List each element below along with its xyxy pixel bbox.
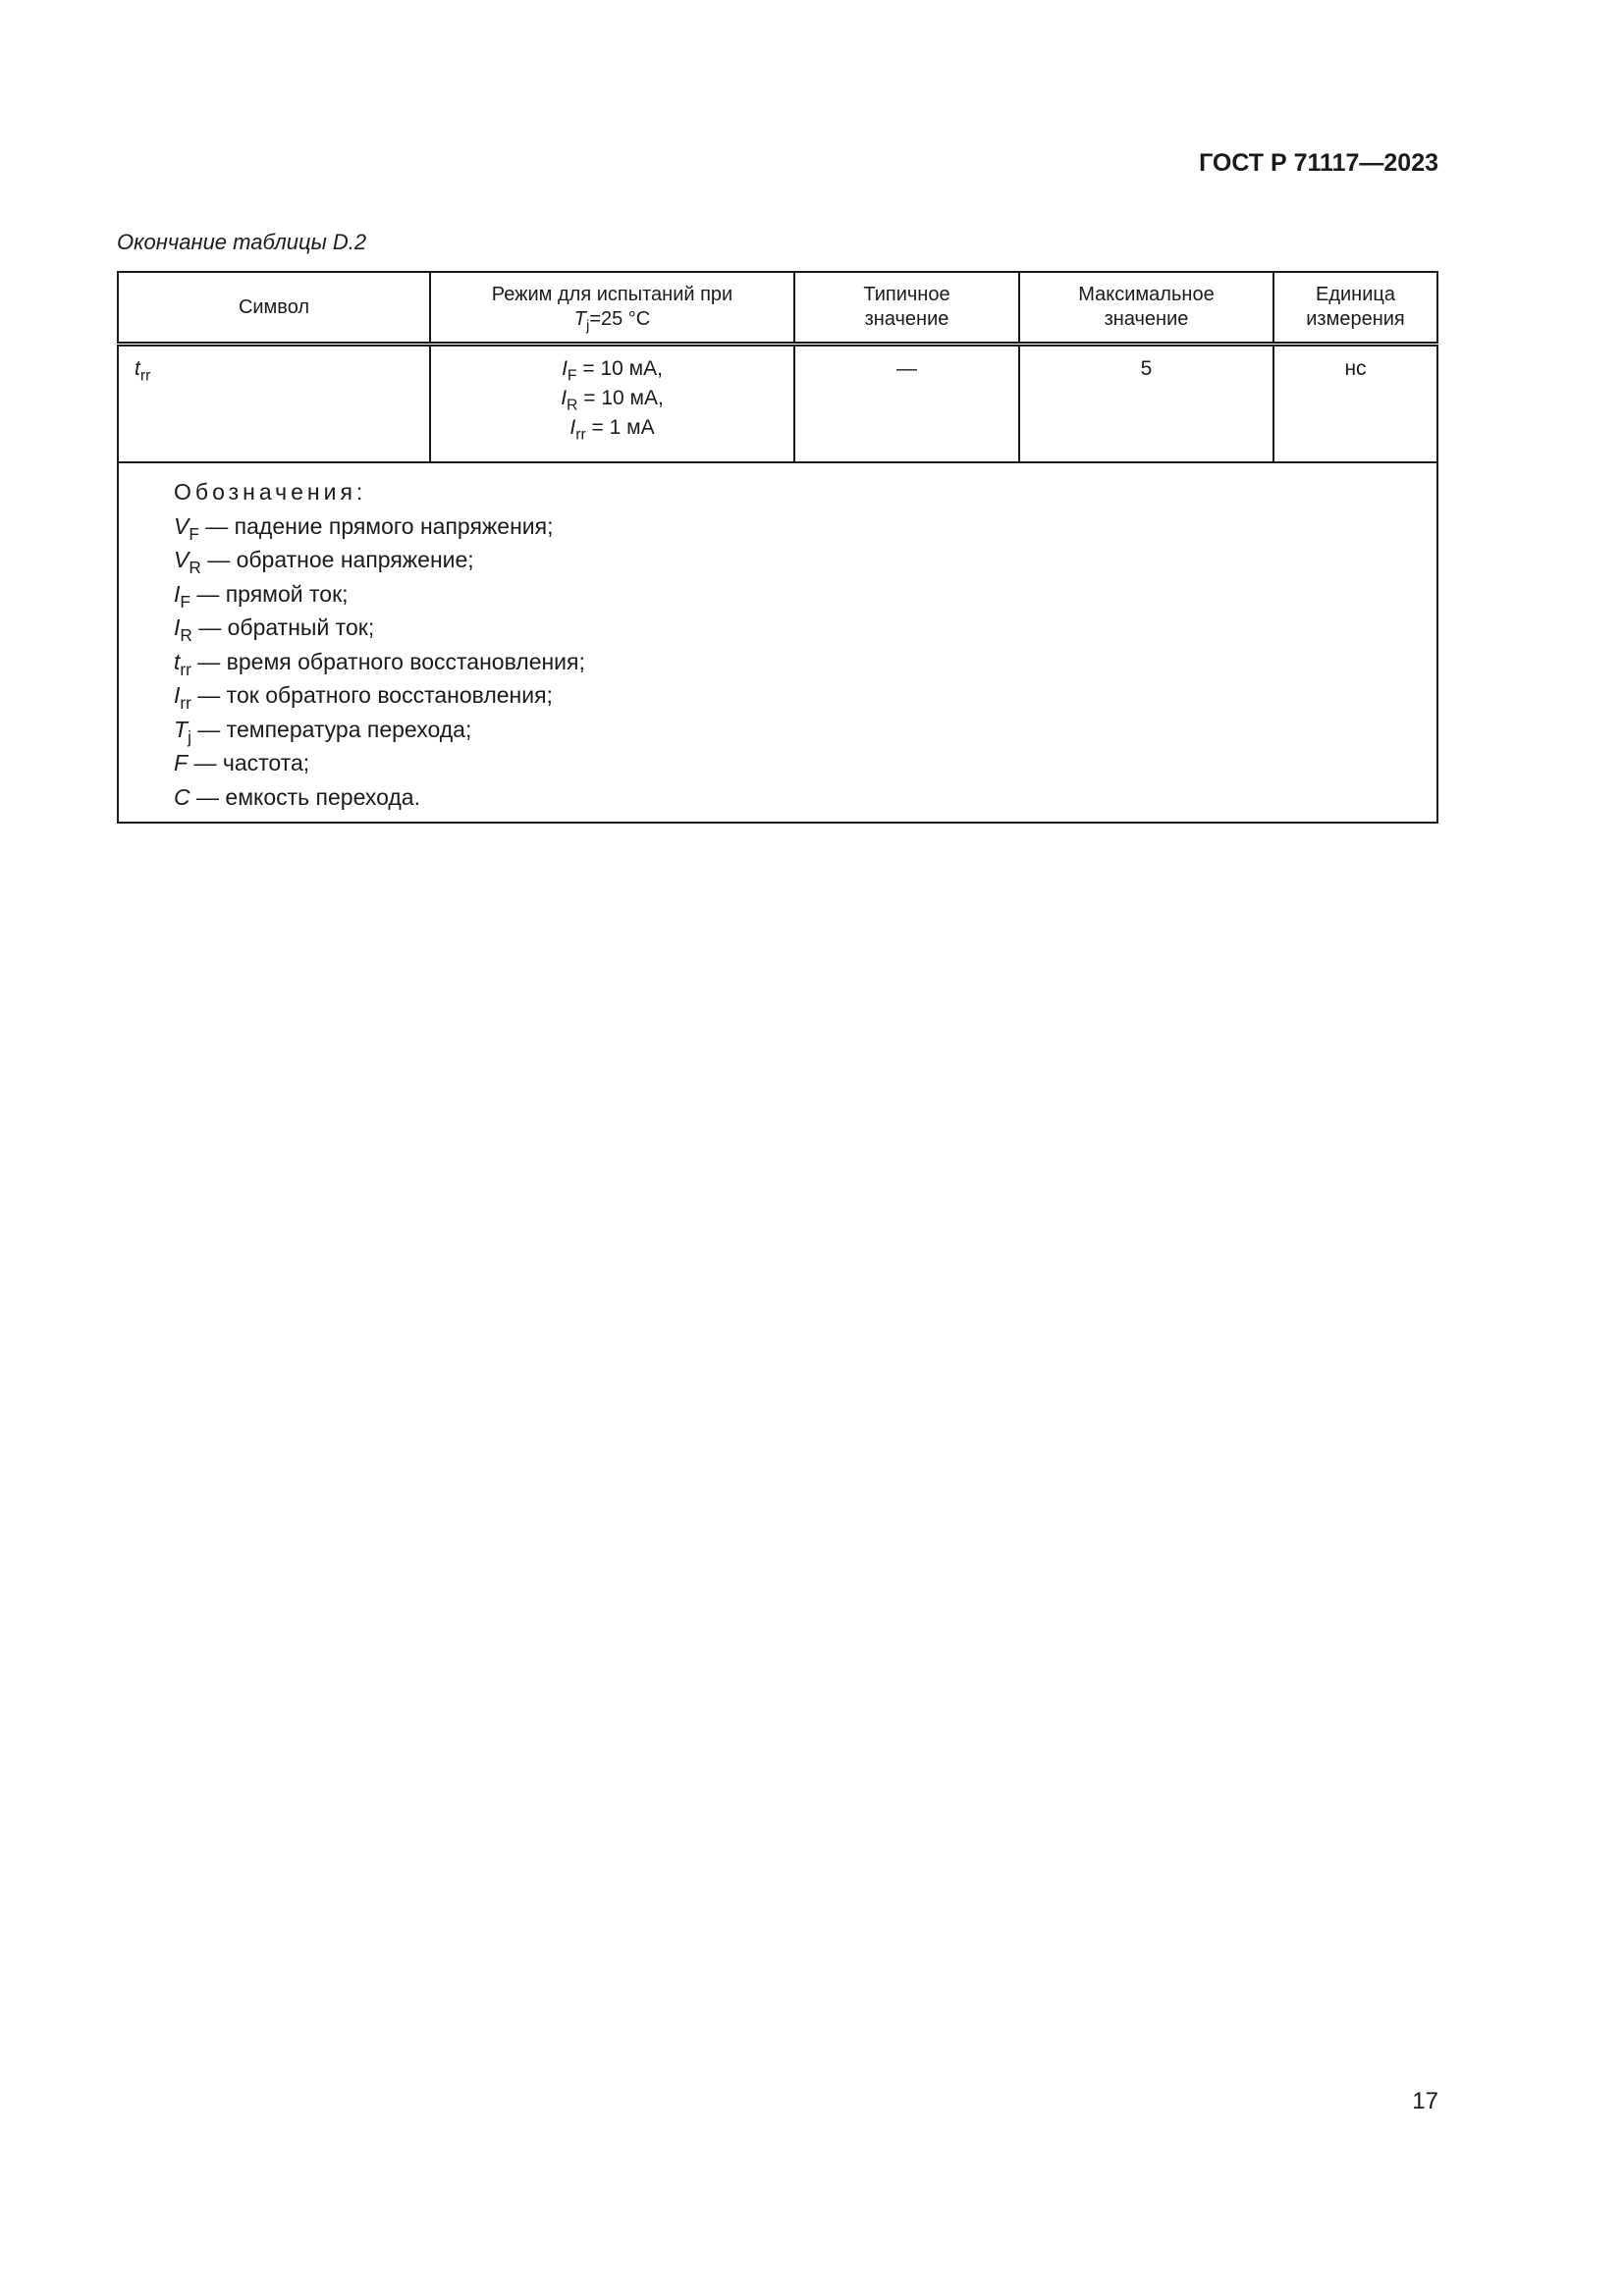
condition-line: $I_{rr} = 1$ мА — [569, 416, 655, 444]
table-header-row — [118, 272, 1437, 345]
header-typical — [794, 272, 1019, 345]
document-code: ГОСТ Р 71117—2023 — [1199, 149, 1438, 177]
legend-item: $t_{rr}$ — время обратного восстановления; — [174, 648, 585, 679]
legend-item: $V_F$ — падение прямого напряжения; — [174, 512, 554, 544]
notes-title: Обозначения: — [174, 479, 367, 505]
header-typical-line2: значение — [864, 308, 949, 330]
header-symbol: Символ — [118, 272, 430, 345]
spec-table — [117, 271, 1438, 824]
condition-line: $I_F = 10$ мА, — [562, 357, 663, 385]
header-typical-line1: Типичное — [863, 284, 950, 305]
legend-item: F — частота; — [174, 750, 310, 775]
legend-item: $V_R$ — обратное напряжение; — [174, 547, 474, 578]
cell-unit: нс — [1273, 345, 1437, 463]
cell-maximum: 5 — [1019, 345, 1273, 463]
header-test-mode-rest: =25 °C — [589, 308, 651, 330]
header-test-mode-sub: j — [585, 317, 590, 335]
table-row — [118, 345, 1437, 463]
header-unit-line2: измерения — [1306, 308, 1405, 330]
header-unit — [1273, 272, 1437, 345]
page-number: 17 — [1412, 2088, 1438, 2114]
cell-symbol — [118, 345, 430, 463]
notes-row — [118, 462, 1437, 823]
symbol-sub: rr — [139, 367, 151, 385]
header-unit-line1: Единица — [1316, 284, 1395, 305]
symbol-var: t — [135, 357, 140, 380]
header-test-mode-var: T — [573, 308, 586, 330]
header-maximum — [1019, 272, 1273, 345]
header-test-mode — [430, 272, 794, 345]
legend-item: $I_R$ — обратный ток; — [174, 614, 375, 646]
header-maximum-line1: Максимальное — [1078, 284, 1215, 305]
header-maximum-line2: значение — [1104, 308, 1189, 330]
legend-item: $I_F$ — прямой ток; — [174, 580, 349, 612]
legend-item: $T_j$ — температура перехода; — [174, 716, 472, 747]
condition-line: $I_R = 10$ мА, — [561, 387, 664, 414]
legend-item: $I_{rr}$ — ток обратного восстановления; — [174, 682, 553, 714]
cell-test-conditions — [430, 345, 794, 463]
cell-typical: — — [794, 345, 1019, 463]
legend-item: C — емкость перехода. — [174, 783, 420, 810]
header-test-mode-line1: Режим для испытаний при — [491, 284, 733, 305]
table-caption: Окончание таблицы D.2 — [117, 230, 367, 254]
notes-cell — [118, 462, 1437, 823]
